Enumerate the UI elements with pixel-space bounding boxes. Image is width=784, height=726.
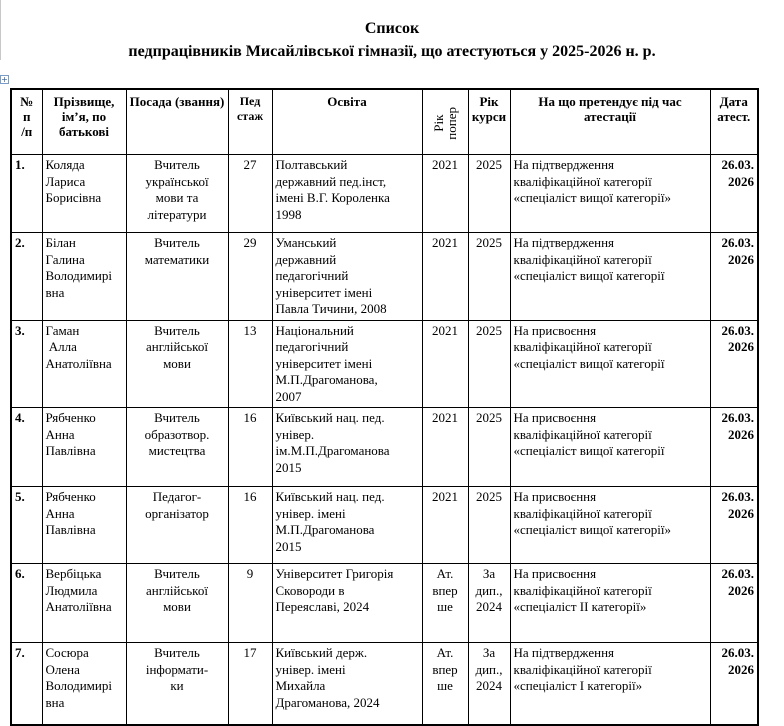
document-subtitle: педпрацівників Мисайлівської гімназії, що атестуються у 2025-2026 н. р. <box>128 43 656 60</box>
row-prev-year: 2021 <box>422 408 468 487</box>
row-experience: 13 <box>228 320 272 408</box>
row-experience: 17 <box>228 643 272 725</box>
row-claim: На підтвердження кваліфікаційної категорії «спеціаліст вищої категорії» <box>510 155 710 233</box>
table-row <box>11 155 758 233</box>
row-education: Київський нац. пед. універ. ім.М.П.Драгоманова 2015 <box>272 408 422 487</box>
header-prev-year: Рік попер <box>422 89 468 155</box>
header-num: № п /п <box>11 89 42 155</box>
row-name: Білан Галина Володимирі вна <box>42 233 126 321</box>
table-row <box>11 564 758 643</box>
row-number: 5. <box>11 487 42 564</box>
row-prev-year: 2021 <box>422 233 468 321</box>
row-number: 3. <box>11 320 42 408</box>
row-courses-year: За дип., 2024 <box>468 643 510 725</box>
staff-table <box>10 88 759 726</box>
row-claim: На присвоєння кваліфікаційної категорії «спеціаліст ІІ категорії» <box>510 564 710 643</box>
row-position: Вчитель математики <box>126 233 228 321</box>
row-name: Коляда Лариса Борисівна <box>42 155 126 233</box>
row-education: Національний педагогічний університет імені М.П.Драгоманова, 2007 <box>272 320 422 408</box>
row-claim: На підтвердження кваліфікаційної категорії «спеціаліст І категорії» <box>510 643 710 725</box>
row-courses-year: 2025 <box>468 233 510 321</box>
row-education: Полтавський державний пед.інст, імені В.Г. Короленка 1998 <box>272 155 422 233</box>
row-position: Вчитель української мови та літератури <box>126 155 228 233</box>
header-experience: Пед стаж <box>228 89 272 155</box>
row-prev-year: 2021 <box>422 155 468 233</box>
row-name: Рябченко Анна Павлівна <box>42 487 126 564</box>
row-experience: 29 <box>228 233 272 321</box>
row-date: 26.03. 2026 <box>710 564 758 643</box>
row-number: 4. <box>11 408 42 487</box>
row-date: 26.03. 2026 <box>710 408 758 487</box>
document-title: Список <box>364 20 420 37</box>
table-row <box>11 233 758 321</box>
row-courses-year: 2025 <box>468 487 510 564</box>
row-number: 7. <box>11 643 42 725</box>
row-date: 26.03. 2026 <box>710 643 758 725</box>
row-position: Вчитель образотвор. мистецтва <box>126 408 228 487</box>
row-date: 26.03. 2026 <box>710 320 758 408</box>
row-name: Вербіцька Людмила Анатоліївна <box>42 564 126 643</box>
row-education: Київський держ. універ. імені Михайла Драгоманова, 2024 <box>272 643 422 725</box>
table-row <box>11 487 758 564</box>
row-position: Педагог- організатор <box>126 487 228 564</box>
header-name: Прізвище, ім’я, по батькові <box>42 89 126 155</box>
row-claim: На присвоєння кваліфікаційної категорії «спеціаліст вищої категорії <box>510 408 710 487</box>
row-position: Вчитель інформати- ки <box>126 643 228 725</box>
row-courses-year: 2025 <box>468 320 510 408</box>
row-number: 6. <box>11 564 42 643</box>
row-prev-year: 2021 <box>422 320 468 408</box>
row-prev-year: Ат. впер ше <box>422 643 468 725</box>
row-courses-year: 2025 <box>468 155 510 233</box>
row-experience: 16 <box>228 487 272 564</box>
table-header-row <box>11 89 758 155</box>
row-education: Київський нац. пед. універ. імені М.П.Драгоманова 2015 <box>272 487 422 564</box>
row-name: Рябченко Анна Павлівна <box>42 408 126 487</box>
row-date: 26.03. 2026 <box>710 233 758 321</box>
row-courses-year: 2025 <box>468 408 510 487</box>
row-date: 26.03. 2026 <box>710 487 758 564</box>
header-position: Посада (звання) <box>126 89 228 155</box>
row-number: 2. <box>11 233 42 321</box>
header-courses-year: Рік курси <box>468 89 510 155</box>
table-move-handle-icon[interactable]: + <box>1 75 8 84</box>
row-education: Університет Григорія Сковороди в Переяславі, 2024 <box>272 564 422 643</box>
row-education: Уманський державний педагогічний університет імені Павла Тичини, 2008 <box>272 233 422 321</box>
row-name: Сосюра Олена Володимирі вна <box>42 643 126 725</box>
row-name: Гаман Алла Анатоліївна <box>42 320 126 408</box>
row-experience: 27 <box>228 155 272 233</box>
header-date: Дата атест. <box>710 89 758 155</box>
row-claim: На присвоєння кваліфікаційної категорії «спеціаліст вищої категорії <box>510 320 710 408</box>
row-experience: 9 <box>228 564 272 643</box>
row-experience: 16 <box>228 408 272 487</box>
header-education: Освіта <box>272 89 422 155</box>
row-prev-year: 2021 <box>422 487 468 564</box>
row-number: 1. <box>11 155 42 233</box>
row-claim: На присвоєння кваліфікаційної категорії «спеціаліст вищої категорії» <box>510 487 710 564</box>
row-prev-year: Ат. впер ше <box>422 564 468 643</box>
row-position: Вчитель англійської мови <box>126 564 228 643</box>
row-position: Вчитель англійської мови <box>126 320 228 408</box>
table-row <box>11 643 758 725</box>
header-claim: На що претендує під час атестації <box>510 89 710 155</box>
table-row <box>11 320 758 408</box>
row-courses-year: За дип., 2024 <box>468 564 510 643</box>
row-claim: На підтвердження кваліфікаційної категорії «спеціаліст вищої категорії <box>510 233 710 321</box>
table-row <box>11 408 758 487</box>
row-date: 26.03. 2026 <box>710 155 758 233</box>
